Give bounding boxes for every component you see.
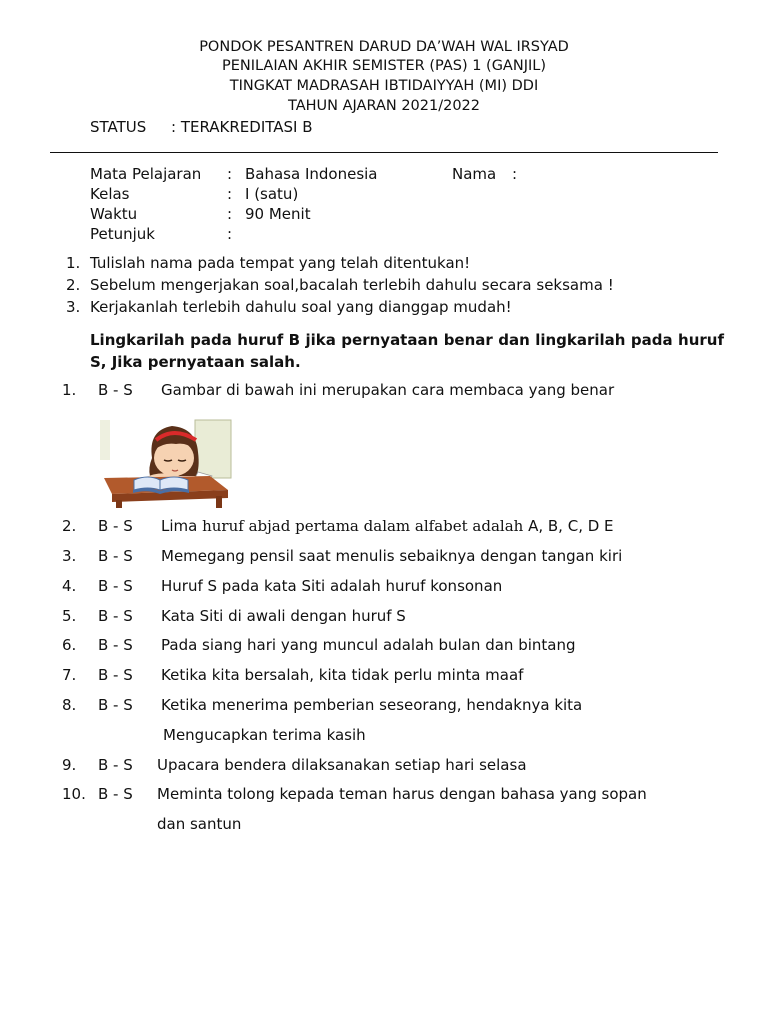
- class-label: Kelas: [90, 185, 130, 203]
- question-text: Upacara bendera dilaksanakan setiap hari selasa: [157, 756, 527, 774]
- question-text: Pada siang hari yang muncul adalah bulan dan bintang: [161, 636, 576, 654]
- answer-choice[interactable]: B - S: [98, 547, 133, 565]
- school-name: PONDOK PESANTREN DARUD DA’WAH WAL IRSYAD: [199, 39, 569, 55]
- colon: :: [227, 185, 233, 203]
- academic-year: TAHUN AJARAN 2021/2022: [287, 98, 481, 114]
- subject-label: Mata Pelajaran: [90, 165, 202, 183]
- answer-choice[interactable]: B - S: [98, 607, 133, 625]
- answer-choice[interactable]: B - S: [98, 381, 133, 399]
- question-text: Huruf S pada kata Siti adalah huruf konsonan: [161, 577, 503, 595]
- question-text-continued: dan santun: [157, 815, 242, 833]
- subject-value: Bahasa Indonesia: [245, 165, 378, 183]
- question-text: Memegang pensil saat menulis sebaiknya dengan tangan kiri: [161, 547, 623, 565]
- question-number: 2.: [62, 517, 77, 535]
- status-label: STATUS: [90, 118, 147, 136]
- answer-choice[interactable]: B - S: [98, 577, 133, 595]
- question-number: 1.: [62, 381, 77, 399]
- question-number: 9.: [62, 756, 77, 774]
- question-text: Ketika menerima pemberian seseorang, hendaknya kita: [161, 696, 583, 714]
- question-text-part: huruf abjad pertama dalam alfabet adalah: [202, 517, 524, 535]
- status-value: : TERAKREDITASI B: [171, 118, 313, 136]
- instruction-text: Tulislah nama pada tempat yang telah ditentukan!: [90, 254, 471, 272]
- question-number: 4.: [62, 577, 77, 595]
- question-number: 8.: [62, 696, 77, 714]
- answer-choice[interactable]: B - S: [98, 517, 133, 535]
- header-divider: [50, 152, 718, 153]
- question-text-continued: Mengucapkan terima kasih: [163, 726, 366, 744]
- directions-label: Petunjuk: [90, 225, 155, 243]
- instruction-text: Kerjakanlah terlebih dahulu soal yang dianggap mudah!: [90, 298, 512, 316]
- question-number: 6.: [62, 636, 77, 654]
- question-number: 3.: [62, 547, 77, 565]
- answer-choice[interactable]: B - S: [98, 756, 133, 774]
- question-text: Meminta tolong kepada teman harus dengan bahasa yang sopan: [157, 785, 647, 803]
- colon: :: [227, 165, 233, 183]
- class-value: I (satu): [245, 185, 299, 203]
- exam-title: PENILAIAN AKHIR SEMISTER (PAS) 1 (GANJIL): [221, 58, 546, 74]
- girl-reading-illustration: [100, 418, 234, 508]
- question-text: Ketika kita bersalah, kita tidak perlu minta maaf: [161, 666, 524, 684]
- instruction-text: Sebelum mengerjakan soal,bacalah terlebih dahulu secara seksama !: [90, 276, 614, 294]
- instruction-number: 1.: [66, 254, 81, 272]
- answer-choice[interactable]: B - S: [98, 785, 133, 803]
- question-text-part: A, B, C, D E: [523, 517, 614, 535]
- question-number: 10.: [62, 785, 86, 803]
- colon: :: [227, 225, 233, 243]
- answer-choice[interactable]: B - S: [98, 636, 133, 654]
- time-value: 90 Menit: [245, 205, 311, 223]
- question-text: [161, 517, 614, 535]
- question-text-part: Lima: [161, 517, 203, 535]
- answer-choice[interactable]: B - S: [98, 666, 133, 684]
- answer-choice[interactable]: B - S: [98, 696, 133, 714]
- question-text: Kata Siti di awali dengan huruf S: [161, 607, 406, 625]
- colon: :: [512, 165, 518, 183]
- question-text: Gambar di bawah ini merupakan cara membaca yang benar: [161, 381, 615, 399]
- instruction-number: 3.: [66, 298, 81, 316]
- question-number: 5.: [62, 607, 77, 625]
- question-number: 7.: [62, 666, 77, 684]
- name-label: Nama: [452, 165, 497, 183]
- colon: :: [227, 205, 233, 223]
- instruction-number: 2.: [66, 276, 81, 294]
- level-line: TINGKAT MADRASAH IBTIDAIYYAH (MI) DDI: [229, 78, 539, 94]
- time-label: Waktu: [90, 205, 138, 223]
- task-instruction: Lingkarilah pada huruf B jika pernyataan benar dan lingkarilah pada huruf S, Jika pernyataan salah.: [90, 331, 724, 371]
